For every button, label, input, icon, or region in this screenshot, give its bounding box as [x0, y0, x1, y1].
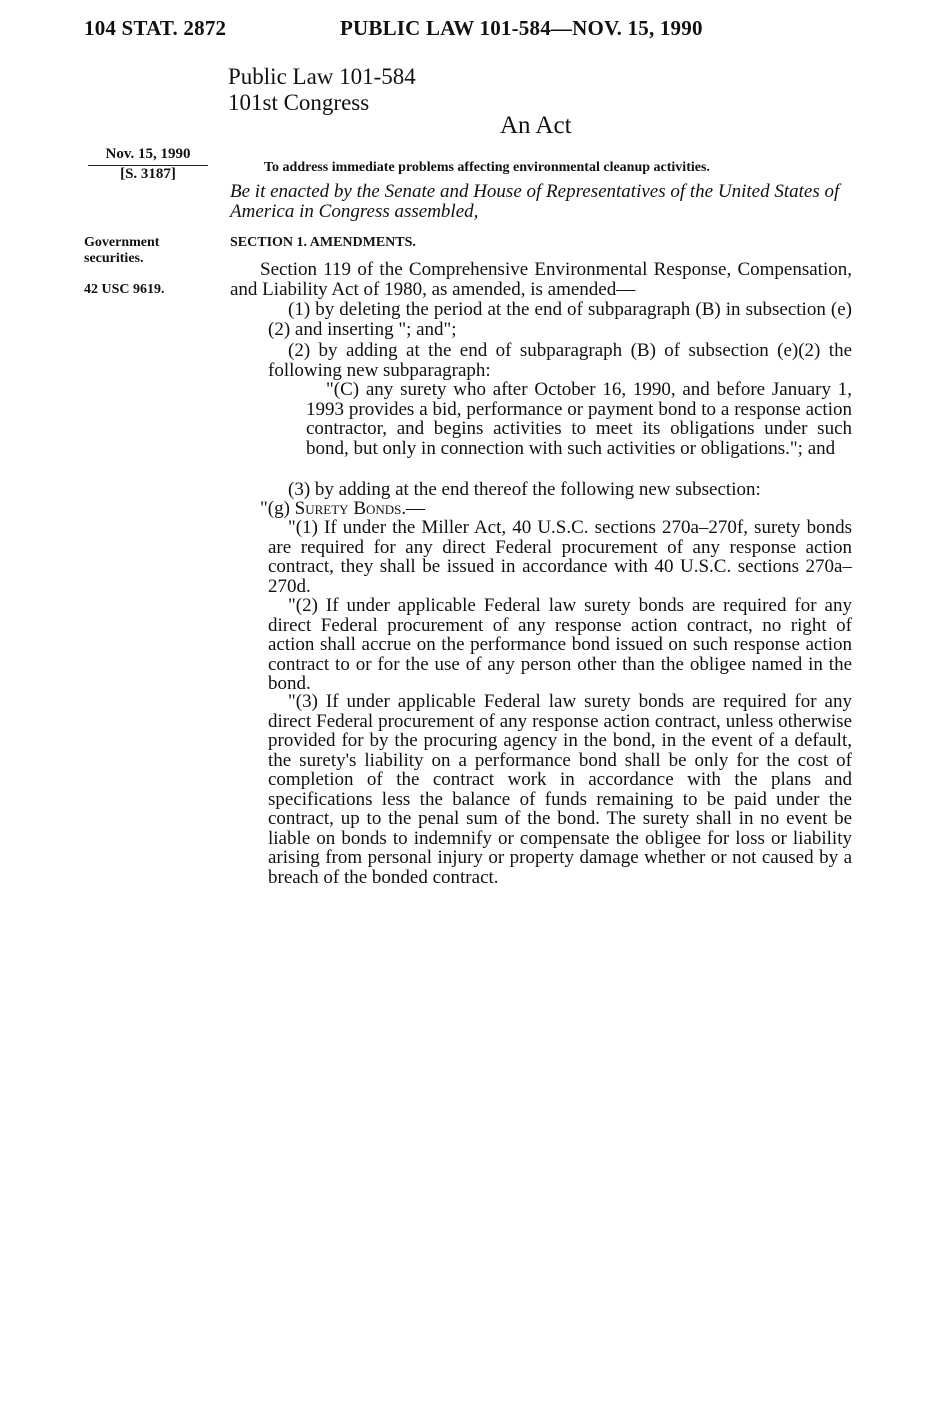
running-header-title: PUBLIC LAW 101-584—NOV. 15, 1990 — [340, 16, 703, 40]
intro-paragraph: Section 119 of the Comprehensive Environmental Response, Compensation, and Liability Act of 1980, as amended, is amended— — [230, 259, 852, 300]
amendment-item-2: (2) by adding at the end of subparagraph (B) of subsection (e)(2) the following new subparagraph: — [268, 340, 852, 381]
amendment-item-3: (3) by adding at the end thereof the following new subsection: — [288, 479, 761, 500]
margin-note-securities: Government securities. — [84, 235, 160, 266]
enactment-date: Nov. 15, 1990 — [88, 146, 208, 166]
new-subparagraph-c: "(C) any surety who after October 16, 1990, and before January 1, 1993 provides a bid, performance or payment bond to a response action contractor, and begins activities to meet its obligations under such bond, but only in connection with such activities or obligations."; and — [306, 379, 852, 459]
enacting-clause: Be it enacted by the Senate and House of Representatives of the United States of America in Congress assembled, — [230, 181, 840, 222]
purpose-clause: To address immediate problems affecting environmental cleanup activities. — [264, 160, 710, 175]
subsection-g-paragraph-1: "(1) If under the Miller Act, 40 U.S.C. sections 270a–270f, surety bonds are required for any direct Federal procurement of any response action contract, they shall be issued in accordance with 40 U.S.C. sections 270a–270d. — [268, 517, 852, 597]
subsection-g-heading — [260, 499, 852, 519]
act-title: An Act — [500, 112, 572, 139]
section-heading: SECTION 1. AMENDMENTS. — [230, 235, 416, 250]
subsection-g-prefix: "(g) — [260, 498, 295, 519]
margin-date-block — [88, 146, 208, 183]
bill-number: [S. 3187] — [120, 166, 176, 182]
subsection-g-paragraph-3: "(3) If under applicable Federal law surety bonds are required for any direct Federal procurement of any response action contract, unless otherwise provided for by the procuring agency in the bond, in the event of a default, the surety's liability on a performance bond shall be only for the cost of completion of the contract work in accordance with the plans and specifications less the balance of funds remaining to be paid under the contract, up to the penal sum of the bond. The surety shall in no event be liable on bonds to indemnify or compensate the obligee for loss or liability arising from personal injury or property damage whether or not caused by a breach of the bonded contract. — [268, 691, 852, 888]
page-stat-citation: 104 STAT. 2872 — [84, 16, 227, 40]
amendment-item-1: (1) by deleting the period at the end of subparagraph (B) in subsection (e)(2) and inserting "; and"; — [268, 299, 852, 340]
subsection-g-suffix: .— — [401, 498, 426, 519]
public-law-number: Public Law 101-584 — [228, 64, 416, 89]
subsection-g-paragraph-2: "(2) If under applicable Federal law surety bonds are required for any direct Federal procurement of any response action contract, no right of action shall accrue on the performance bond issued on such response action contract to or for the use of any person other than the obligee named in the bond. — [268, 595, 852, 694]
subsection-g-title: Surety Bonds — [294, 498, 402, 519]
congress-designation: 101st Congress — [228, 90, 370, 115]
margin-note-usc: 42 USC 9619. — [84, 282, 165, 297]
